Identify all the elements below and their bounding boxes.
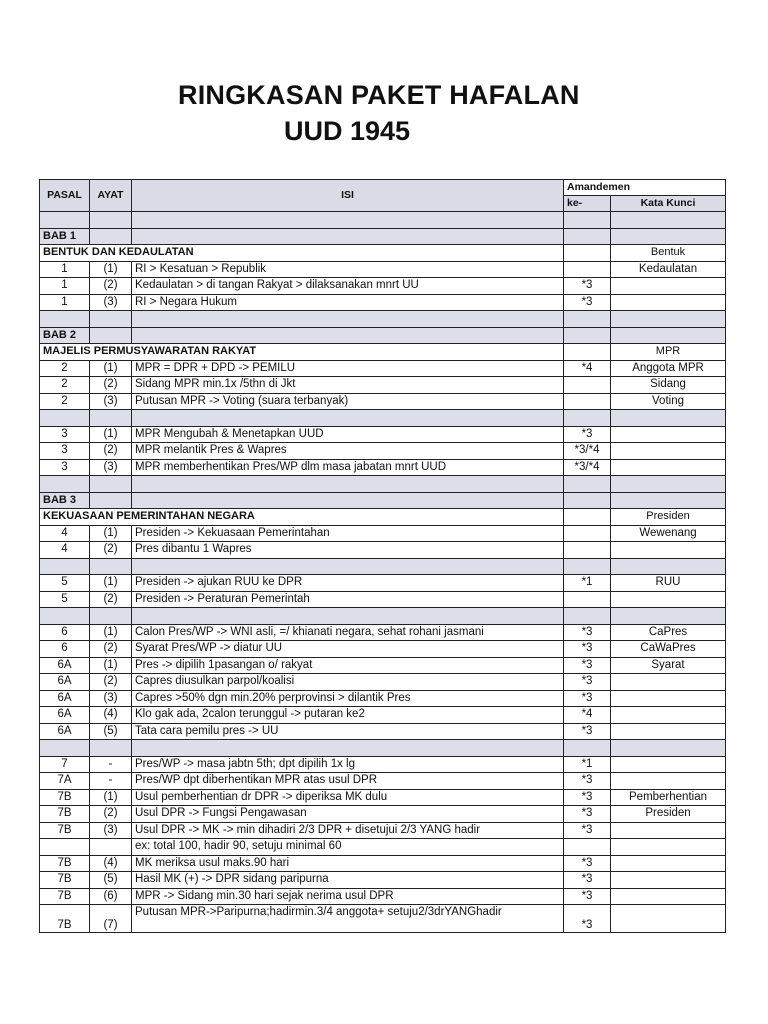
cell-isi: Presiden -> Peraturan Pemerintah bbox=[132, 591, 564, 608]
cell-ayat: (3) bbox=[90, 294, 132, 311]
cell-kata-kunci bbox=[611, 839, 726, 856]
cell-amandemen: *3 bbox=[564, 855, 611, 872]
cell-ayat: (2) bbox=[90, 278, 132, 295]
cell-pasal: 7B bbox=[40, 872, 90, 889]
cell-pasal: 6A bbox=[40, 690, 90, 707]
cell-ayat: (4) bbox=[90, 855, 132, 872]
table-row bbox=[40, 707, 726, 724]
cell-isi: MPR = DPR + DPD -> PEMILU bbox=[132, 360, 564, 377]
cell-kata-kunci bbox=[611, 905, 726, 933]
cell-isi bbox=[132, 327, 564, 344]
bab-label: BAB 1 bbox=[40, 228, 90, 245]
cell-kata-kunci bbox=[611, 278, 726, 295]
table-row bbox=[40, 410, 726, 427]
cell-amandemen: *3/*4 bbox=[564, 443, 611, 460]
cell-ayat: (1) bbox=[90, 261, 132, 278]
cell-kata-kunci bbox=[611, 591, 726, 608]
cell-pasal: 6 bbox=[40, 624, 90, 641]
cell-kata-kunci bbox=[611, 888, 726, 905]
cell-isi: ex: total 100, hadir 90, setuju minimal 60 bbox=[132, 839, 564, 856]
cell-kata-kunci: Pemberhentian bbox=[611, 789, 726, 806]
table-row bbox=[40, 542, 726, 559]
cell-isi: Syarat Pres/WP -> diatur UU bbox=[132, 641, 564, 658]
cell-ayat bbox=[90, 228, 132, 245]
cell-kata-kunci bbox=[611, 756, 726, 773]
cell-pasal: 6 bbox=[40, 641, 90, 658]
table-row bbox=[40, 426, 726, 443]
cell-kata-kunci: CaPres bbox=[611, 624, 726, 641]
cell-kata-kunci bbox=[611, 426, 726, 443]
cell-kata-kunci bbox=[611, 872, 726, 889]
cell-amandemen: *3 bbox=[564, 822, 611, 839]
table-row bbox=[40, 294, 726, 311]
cell-pasal: 5 bbox=[40, 575, 90, 592]
cell-isi bbox=[132, 492, 564, 509]
cell-ayat: (1) bbox=[90, 575, 132, 592]
table-row bbox=[40, 740, 726, 757]
cell-amandemen bbox=[564, 228, 611, 245]
cell-ayat bbox=[90, 492, 132, 509]
bab-label: BAB 3 bbox=[40, 492, 90, 509]
table-row bbox=[40, 657, 726, 674]
table-row bbox=[40, 608, 726, 625]
table-row bbox=[40, 624, 726, 641]
cell-pasal bbox=[40, 608, 90, 625]
cell-amandemen bbox=[564, 525, 611, 542]
cell-kata-kunci bbox=[611, 740, 726, 757]
cell-pasal: 7A bbox=[40, 773, 90, 790]
cell-pasal: 7B bbox=[40, 806, 90, 823]
table-row bbox=[40, 278, 726, 295]
cell-amandemen bbox=[564, 509, 611, 526]
cell-kata-kunci bbox=[611, 492, 726, 509]
cell-pasal: 6A bbox=[40, 707, 90, 724]
cell-amandemen bbox=[564, 492, 611, 509]
table-row bbox=[40, 905, 726, 933]
cell-amandemen bbox=[564, 245, 611, 262]
table-row bbox=[40, 476, 726, 493]
cell-kata-kunci bbox=[611, 410, 726, 427]
cell-kata-kunci bbox=[611, 294, 726, 311]
cell-ayat bbox=[90, 311, 132, 328]
col-header-amandemen: Amandemen bbox=[564, 180, 726, 196]
cell-kata-kunci bbox=[611, 311, 726, 328]
cell-amandemen: *3 bbox=[564, 905, 611, 933]
cell-amandemen: *3 bbox=[564, 773, 611, 790]
cell-pasal: 3 bbox=[40, 426, 90, 443]
cell-ayat bbox=[90, 608, 132, 625]
cell-kata-kunci bbox=[611, 822, 726, 839]
cell-isi: Pres dibantu 1 Wapres bbox=[132, 542, 564, 559]
section-heading: KEKUASAAN PEMERINTAHAN NEGARA bbox=[40, 509, 564, 526]
cell-amandemen: *3 bbox=[564, 888, 611, 905]
table-row bbox=[40, 228, 726, 245]
cell-kata-kunci bbox=[611, 459, 726, 476]
table-row bbox=[40, 575, 726, 592]
cell-ayat bbox=[90, 327, 132, 344]
cell-amandemen: *1 bbox=[564, 756, 611, 773]
cell-isi: Usul pemberhentian dr DPR -> diperiksa MK dulu bbox=[132, 789, 564, 806]
cell-pasal: 7B bbox=[40, 855, 90, 872]
table-row bbox=[40, 839, 726, 856]
cell-isi: Capres >50% dgn min.20% perprovinsi > dilantik Pres bbox=[132, 690, 564, 707]
cell-ayat: (2) bbox=[90, 443, 132, 460]
cell-kata-kunci bbox=[611, 476, 726, 493]
cell-amandemen bbox=[564, 410, 611, 427]
cell-pasal bbox=[40, 839, 90, 856]
cell-amandemen bbox=[564, 261, 611, 278]
cell-isi: RI > Kesatuan > Republik bbox=[132, 261, 564, 278]
cell-ayat: - bbox=[90, 756, 132, 773]
cell-pasal: 2 bbox=[40, 393, 90, 410]
cell-isi bbox=[132, 476, 564, 493]
table-row bbox=[40, 459, 726, 476]
cell-kata-kunci: Voting bbox=[611, 393, 726, 410]
cell-pasal: 7B bbox=[40, 888, 90, 905]
cell-ayat: (5) bbox=[90, 872, 132, 889]
cell-isi bbox=[132, 740, 564, 757]
table-row bbox=[40, 641, 726, 658]
cell-pasal bbox=[40, 212, 90, 229]
cell-isi: Presiden -> ajukan RUU ke DPR bbox=[132, 575, 564, 592]
cell-ayat: (1) bbox=[90, 657, 132, 674]
cell-pasal: 6A bbox=[40, 674, 90, 691]
cell-isi: Usul DPR -> MK -> min dihadiri 2/3 DPR + disetujui 2/3 YANG hadir bbox=[132, 822, 564, 839]
table-row bbox=[40, 245, 726, 262]
cell-kata-kunci: Kedaulatan bbox=[611, 261, 726, 278]
cell-amandemen: *3 bbox=[564, 674, 611, 691]
cell-isi: Pres/WP dpt diberhentikan MPR atas usul DPR bbox=[132, 773, 564, 790]
cell-isi: Kedaulatan > di tangan Rakyat > dilaksanakan mnrt UU bbox=[132, 278, 564, 295]
cell-amandemen: *3 bbox=[564, 278, 611, 295]
cell-amandemen: *3 bbox=[564, 872, 611, 889]
cell-amandemen: *4 bbox=[564, 707, 611, 724]
section-heading: MAJELIS PERMUSYAWARATAN RAKYAT bbox=[40, 344, 564, 361]
cell-ayat: (3) bbox=[90, 690, 132, 707]
table-row bbox=[40, 377, 726, 394]
table-row bbox=[40, 344, 726, 361]
table-row bbox=[40, 756, 726, 773]
table-row bbox=[40, 723, 726, 740]
col-header-pasal: PASAL bbox=[40, 180, 90, 212]
cell-amandemen bbox=[564, 393, 611, 410]
cell-pasal: 1 bbox=[40, 294, 90, 311]
cell-isi: MPR melantik Pres & Wapres bbox=[132, 443, 564, 460]
cell-kata-kunci bbox=[611, 228, 726, 245]
cell-amandemen: *4 bbox=[564, 360, 611, 377]
cell-isi: Hasil MK (+) -> DPR sidang paripurna bbox=[132, 872, 564, 889]
cell-isi bbox=[132, 228, 564, 245]
cell-isi bbox=[132, 608, 564, 625]
cell-isi: Klo gak ada, 2calon terunggul -> putaran ke2 bbox=[132, 707, 564, 724]
table-row bbox=[40, 393, 726, 410]
cell-isi: Pres -> dipilih 1pasangan o/ rakyat bbox=[132, 657, 564, 674]
document-subtitle: UUD 1945 bbox=[284, 116, 411, 146]
cell-isi: Pres/WP -> masa jabtn 5th; dpt dipilih 1x lg bbox=[132, 756, 564, 773]
cell-ayat bbox=[90, 476, 132, 493]
cell-ayat bbox=[90, 740, 132, 757]
cell-amandemen bbox=[564, 839, 611, 856]
cell-ayat: (1) bbox=[90, 360, 132, 377]
cell-amandemen: *3 bbox=[564, 426, 611, 443]
cell-amandemen bbox=[564, 591, 611, 608]
cell-pasal: 1 bbox=[40, 261, 90, 278]
cell-ayat: (6) bbox=[90, 888, 132, 905]
cell-kata-kunci bbox=[611, 674, 726, 691]
cell-isi bbox=[132, 212, 564, 229]
table-row bbox=[40, 855, 726, 872]
cell-amandemen bbox=[564, 377, 611, 394]
cell-isi: Tata cara pemilu pres -> UU bbox=[132, 723, 564, 740]
cell-kata-kunci bbox=[611, 443, 726, 460]
cell-amandemen bbox=[564, 558, 611, 575]
cell-ayat: (2) bbox=[90, 641, 132, 658]
cell-kata-kunci: Wewenang bbox=[611, 525, 726, 542]
cell-ayat: (4) bbox=[90, 707, 132, 724]
cell-pasal bbox=[40, 740, 90, 757]
cell-kata-kunci bbox=[611, 608, 726, 625]
cell-amandemen bbox=[564, 311, 611, 328]
cell-ayat: (5) bbox=[90, 723, 132, 740]
col-header-isi: ISI bbox=[132, 180, 564, 212]
cell-ayat: (2) bbox=[90, 591, 132, 608]
table-row bbox=[40, 806, 726, 823]
cell-amandemen: *3 bbox=[564, 657, 611, 674]
cell-kata-kunci bbox=[611, 773, 726, 790]
cell-ayat: (2) bbox=[90, 377, 132, 394]
cell-pasal: 6A bbox=[40, 657, 90, 674]
cell-pasal: 7B bbox=[40, 905, 90, 933]
cell-ayat: (1) bbox=[90, 624, 132, 641]
cell-kata-kunci: Syarat bbox=[611, 657, 726, 674]
cell-kata-kunci: RUU bbox=[611, 575, 726, 592]
cell-pasal bbox=[40, 558, 90, 575]
cell-amandemen bbox=[564, 608, 611, 625]
cell-isi: Putusan MPR->Paripurna;hadirmin.3/4 anggota+ setuju2/3drYANGhadir bbox=[132, 905, 564, 933]
cell-isi: MK meriksa usul maks.90 hari bbox=[132, 855, 564, 872]
cell-pasal: 7B bbox=[40, 822, 90, 839]
cell-kata-kunci: CaWaPres bbox=[611, 641, 726, 658]
table-row bbox=[40, 327, 726, 344]
cell-kata-kunci bbox=[611, 327, 726, 344]
cell-amandemen: *3 bbox=[564, 641, 611, 658]
cell-pasal: 1 bbox=[40, 278, 90, 295]
cell-kata-kunci bbox=[611, 558, 726, 575]
table-row bbox=[40, 591, 726, 608]
cell-pasal: 3 bbox=[40, 443, 90, 460]
col-header-ke: ke- bbox=[564, 196, 611, 212]
cell-pasal bbox=[40, 410, 90, 427]
cell-pasal: 7B bbox=[40, 789, 90, 806]
cell-ayat: (2) bbox=[90, 674, 132, 691]
cell-ayat: (2) bbox=[90, 806, 132, 823]
table-row bbox=[40, 872, 726, 889]
cell-kata-kunci: Bentuk bbox=[611, 245, 726, 262]
table-row bbox=[40, 888, 726, 905]
cell-isi: Usul DPR -> Fungsi Pengawasan bbox=[132, 806, 564, 823]
cell-isi: Putusan MPR -> Voting (suara terbanyak) bbox=[132, 393, 564, 410]
cell-amandemen: *3/*4 bbox=[564, 459, 611, 476]
cell-amandemen bbox=[564, 542, 611, 559]
col-header-ayat: AYAT bbox=[90, 180, 132, 212]
cell-kata-kunci: Sidang bbox=[611, 377, 726, 394]
table-row bbox=[40, 509, 726, 526]
cell-ayat bbox=[90, 212, 132, 229]
cell-pasal: 4 bbox=[40, 525, 90, 542]
cell-isi: RI > Negara Hukum bbox=[132, 294, 564, 311]
cell-ayat: (3) bbox=[90, 393, 132, 410]
cell-ayat: (7) bbox=[90, 905, 132, 933]
table-row bbox=[40, 525, 726, 542]
cell-amandemen bbox=[564, 212, 611, 229]
cell-pasal bbox=[40, 476, 90, 493]
table-row bbox=[40, 558, 726, 575]
cell-kata-kunci bbox=[611, 855, 726, 872]
table-row bbox=[40, 789, 726, 806]
cell-isi bbox=[132, 410, 564, 427]
cell-pasal: 5 bbox=[40, 591, 90, 608]
cell-kata-kunci bbox=[611, 542, 726, 559]
table-row bbox=[40, 492, 726, 509]
cell-amandemen bbox=[564, 344, 611, 361]
cell-ayat: - bbox=[90, 773, 132, 790]
cell-pasal: 7 bbox=[40, 756, 90, 773]
cell-amandemen: *3 bbox=[564, 624, 611, 641]
table-row bbox=[40, 212, 726, 229]
table-row bbox=[40, 690, 726, 707]
uud-summary-table bbox=[39, 179, 726, 933]
cell-amandemen bbox=[564, 327, 611, 344]
cell-pasal: 3 bbox=[40, 459, 90, 476]
cell-pasal: 6A bbox=[40, 723, 90, 740]
cell-ayat: (1) bbox=[90, 525, 132, 542]
cell-kata-kunci bbox=[611, 690, 726, 707]
cell-pasal: 4 bbox=[40, 542, 90, 559]
cell-amandemen: *3 bbox=[564, 723, 611, 740]
table-body bbox=[40, 212, 726, 933]
cell-amandemen: *1 bbox=[564, 575, 611, 592]
cell-kata-kunci: Presiden bbox=[611, 806, 726, 823]
cell-ayat bbox=[90, 839, 132, 856]
cell-kata-kunci: MPR bbox=[611, 344, 726, 361]
cell-amandemen: *3 bbox=[564, 690, 611, 707]
bab-label: BAB 2 bbox=[40, 327, 90, 344]
cell-kata-kunci: Anggota MPR bbox=[611, 360, 726, 377]
table-row bbox=[40, 443, 726, 460]
cell-kata-kunci bbox=[611, 723, 726, 740]
cell-isi: Capres diusulkan parpol/koalisi bbox=[132, 674, 564, 691]
col-header-kata-kunci: Kata Kunci bbox=[611, 196, 726, 212]
cell-isi bbox=[132, 558, 564, 575]
table-row bbox=[40, 773, 726, 790]
cell-amandemen bbox=[564, 476, 611, 493]
cell-isi bbox=[132, 311, 564, 328]
cell-amandemen: *3 bbox=[564, 294, 611, 311]
cell-isi: MPR Mengubah & Menetapkan UUD bbox=[132, 426, 564, 443]
cell-ayat: (3) bbox=[90, 459, 132, 476]
cell-isi: MPR -> Sidang min.30 hari sejak nerima usul DPR bbox=[132, 888, 564, 905]
table-row bbox=[40, 311, 726, 328]
table-row bbox=[40, 360, 726, 377]
section-heading: BENTUK DAN KEDAULATAN bbox=[40, 245, 564, 262]
cell-ayat: (3) bbox=[90, 822, 132, 839]
cell-isi: Calon Pres/WP -> WNI asli, =/ khianati negara, sehat rohani jasmani bbox=[132, 624, 564, 641]
cell-kata-kunci: Presiden bbox=[611, 509, 726, 526]
table-row bbox=[40, 674, 726, 691]
cell-amandemen bbox=[564, 740, 611, 757]
document-title: RINGKASAN PAKET HAFALAN bbox=[178, 80, 580, 110]
cell-amandemen: *3 bbox=[564, 789, 611, 806]
cell-pasal: 2 bbox=[40, 377, 90, 394]
cell-ayat bbox=[90, 410, 132, 427]
cell-ayat: (1) bbox=[90, 426, 132, 443]
cell-kata-kunci bbox=[611, 212, 726, 229]
cell-isi: Sidang MPR min.1x /5thn di Jkt bbox=[132, 377, 564, 394]
cell-amandemen: *3 bbox=[564, 806, 611, 823]
cell-ayat: (1) bbox=[90, 789, 132, 806]
cell-isi: Presiden -> Kekuasaan Pemerintahan bbox=[132, 525, 564, 542]
cell-kata-kunci bbox=[611, 707, 726, 724]
table-row bbox=[40, 822, 726, 839]
table-row bbox=[40, 261, 726, 278]
cell-isi: MPR memberhentikan Pres/WP dlm masa jabatan mnrt UUD bbox=[132, 459, 564, 476]
cell-ayat: (2) bbox=[90, 542, 132, 559]
cell-pasal: 2 bbox=[40, 360, 90, 377]
cell-pasal bbox=[40, 311, 90, 328]
cell-ayat bbox=[90, 558, 132, 575]
